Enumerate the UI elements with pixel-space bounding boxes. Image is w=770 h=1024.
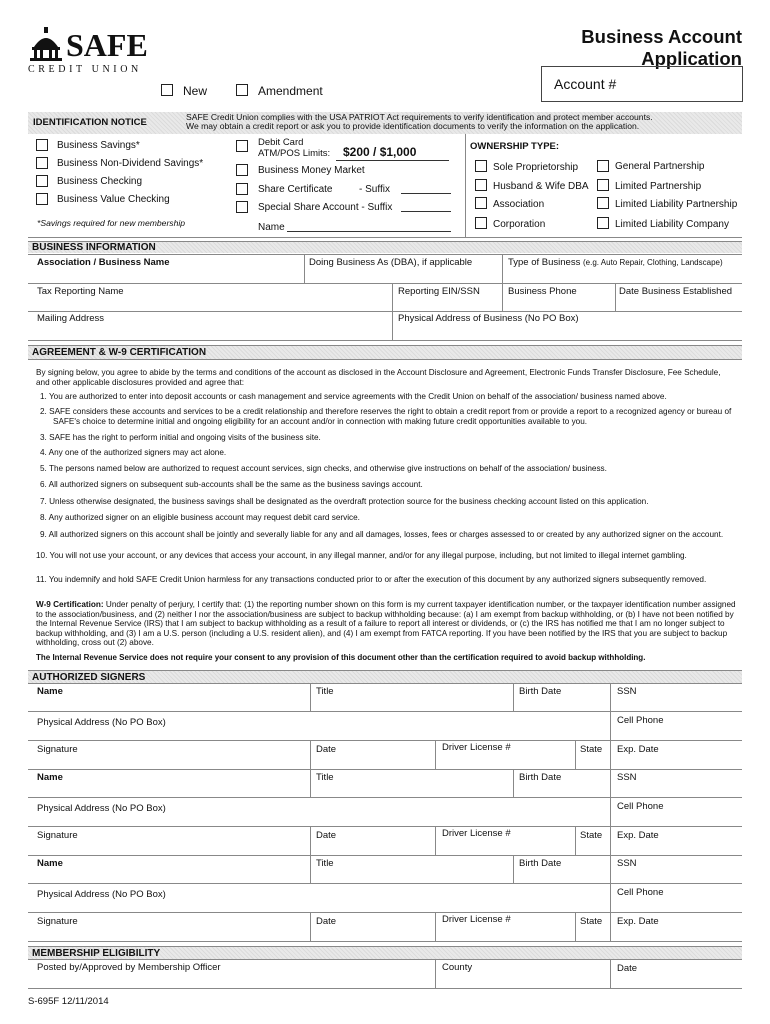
association-checkbox[interactable]	[475, 197, 487, 209]
account-number-box[interactable]	[541, 66, 743, 102]
atm-pos-label: ATM/POS Limits:	[258, 148, 331, 159]
established-label: Date Business Established	[619, 286, 733, 297]
limited-partnership-label: Limited Partnership	[615, 181, 702, 192]
form-footer: S-695F 12/11/2014	[28, 996, 109, 1007]
ein-label: Reporting EIN/SSN	[398, 286, 480, 297]
money-market-label: Business Money Market	[258, 165, 365, 176]
signer-1-signature-label: Signature	[37, 744, 78, 755]
amendment-checkbox[interactable]	[236, 84, 248, 96]
signer-3-address-label: Physical Address (No PO Box)	[37, 889, 166, 900]
signer-3-exp-label: Exp. Date	[617, 916, 659, 927]
agreement-item-4: 4. Any one of the authorized signers may act alone.	[40, 448, 227, 457]
agreement-intro: By signing below, you agree to abide by the terms and conditions of the account as disclosed in the Account Disclosure and Agreement, Electronic Funds Transfer Disclosure, Fee Schedule, and other applicable disclosures provided and agree that:	[36, 368, 721, 387]
agreement-item-2: 2. SAFE considers these accounts and services to be a credit relationship and therefore reserves the right to obtain a credit report from or provide a report to a recognized agency or bureau of SAFE's choice to determine initial and ongoing eligibility for an account and/or in connection with making future credit opportunities available to you.	[40, 407, 732, 426]
signer-1-ssn-label: SSN	[617, 686, 637, 697]
signer-3-birth-label: Birth Date	[519, 858, 562, 869]
business-savings-checkbox[interactable]	[36, 139, 48, 151]
signer-2-exp-label: Exp. Date	[617, 830, 659, 841]
corporation-checkbox[interactable]	[475, 217, 487, 229]
type-label: Type of Business (e.g. Auto Repair, Clothing, Landscape)	[508, 257, 723, 268]
logo	[28, 27, 148, 77]
limited-partnership-checkbox[interactable]	[597, 179, 609, 191]
signer-1-state-label: State	[580, 744, 603, 755]
mailing-label: Mailing Address	[37, 313, 105, 324]
signer-2-name-label: Name	[37, 772, 63, 783]
share-cert-suffix-field[interactable]	[401, 193, 451, 194]
share-certificate-label: Share Certificate	[258, 184, 333, 195]
special-share-suffix-field[interactable]	[401, 211, 451, 212]
husband-wife-checkbox[interactable]	[475, 179, 487, 191]
business-savings-label: Business Savings*	[57, 140, 140, 151]
llc-label: Limited Liability Company	[615, 219, 729, 230]
irs-note: The Internal Revenue Service does not require your consent to any provision of this document other than the certification required to avoid backup withholding.	[36, 653, 646, 662]
agreement-item-6: 6. All authorized signers on subsequent sub-accounts shall be the same as the business savings account.	[40, 480, 423, 489]
business-phone-label: Business Phone	[508, 286, 577, 297]
logo-sub: CREDIT UNION	[28, 64, 142, 75]
sole-prop-label: Sole Proprietorship	[493, 162, 579, 173]
page-title: Business Account Application	[581, 26, 742, 69]
signer-3-signature-label: Signature	[37, 916, 78, 927]
signer-3-ssn-label: SSN	[617, 858, 637, 869]
id-notice-text: SAFE Credit Union complies with the USA PATRIOT Act requirements to verify identification and protect member accounts. We may obtain a credit report or ask you to provide identification documents to verify the information on the application.	[186, 112, 653, 132]
logo-brand: SAFE	[66, 27, 148, 63]
assoc-name-label: Association / Business Name	[37, 257, 170, 268]
special-share-label: Special Share Account - Suffix	[258, 202, 393, 213]
membership-officer-label: Posted by/Approved by Membership Officer	[37, 962, 221, 973]
signer-1-name-label: Name	[37, 686, 63, 697]
signer-3-name-label: Name	[37, 858, 63, 869]
agreement-item-11: 11. You indemnify and hold SAFE Credit Union harmless for any transactions conducted prior to or after the execution of this document by any authorized signers subsequently removed.	[36, 575, 707, 584]
signer-2-birth-label: Birth Date	[519, 772, 562, 783]
signer-1-date-label: Date	[316, 744, 337, 755]
new-label: New	[183, 84, 208, 98]
signer-1-birth-label: Birth Date	[519, 686, 562, 697]
county-label: County	[442, 962, 473, 973]
llc-checkbox[interactable]	[597, 217, 609, 229]
debit-card-checkbox[interactable]	[236, 140, 248, 152]
agreement-item-8: 8. Any authorized signer on an eligible business account may request debit card service.	[40, 513, 360, 522]
ownership-type-label: OWNERSHIP TYPE:	[470, 141, 560, 152]
business-info-header: BUSINESS INFORMATION	[28, 241, 742, 253]
signer-3-date-label: Date	[316, 916, 337, 927]
husband-wife-label: Husband & Wife DBA	[493, 181, 589, 192]
signer-2-dl-label: Driver License #	[442, 828, 511, 839]
savings-note: *Savings required for new membership	[37, 218, 186, 228]
amendment-label: Amendment	[258, 84, 323, 98]
atm-pos-limits: $200 / $1,000	[343, 145, 417, 159]
signer-3-dl-label: Driver License #	[442, 914, 511, 925]
general-partnership-label: General Partnership	[615, 161, 705, 172]
membership-header: MEMBERSHIP ELIGIBILITY	[28, 946, 742, 959]
signer-2-signature-label: Signature	[37, 830, 78, 841]
money-market-checkbox[interactable]	[236, 164, 248, 176]
signer-2-ssn-label: SSN	[617, 772, 637, 783]
share-cert-suffix-label: - Suffix	[359, 184, 390, 195]
llp-label: Limited Liability Partnership	[615, 199, 738, 210]
non-dividend-checkbox[interactable]	[36, 157, 48, 169]
agreement-item-5: 5. The persons named below are authorized to request account services, sign checks, and otherwise give instructions on behalf of the association/ business.	[40, 464, 607, 473]
name-field[interactable]	[287, 231, 451, 232]
signer-1-cell-label: Cell Phone	[617, 715, 664, 726]
share-certificate-checkbox[interactable]	[236, 183, 248, 195]
signer-2-title-label: Title	[316, 772, 334, 783]
name-label: Name	[258, 222, 285, 233]
signer-1-address-label: Physical Address (No PO Box)	[37, 717, 166, 728]
business-checking-checkbox[interactable]	[36, 175, 48, 187]
signer-3-title-label: Title	[316, 858, 334, 869]
value-checking-label: Business Value Checking	[57, 194, 170, 205]
signer-2-date-label: Date	[316, 830, 337, 841]
agreement-item-9: 9. All authorized signers on this account shall be jointly and severally liable for any and all damages, losses, fees or charges assessed to or created by any authorized signer on the account.	[40, 530, 724, 539]
membership-date-label: Date	[617, 963, 638, 974]
signer-3-state-label: State	[580, 916, 603, 927]
signer-1-title-label: Title	[316, 686, 334, 697]
association-label: Association	[493, 199, 545, 210]
authorized-signers-header: AUTHORIZED SIGNERS	[28, 670, 742, 683]
general-partnership-checkbox[interactable]	[597, 160, 609, 172]
signer-2-cell-label: Cell Phone	[617, 801, 664, 812]
corporation-label: Corporation	[493, 219, 546, 230]
tax-name-label: Tax Reporting Name	[37, 286, 124, 297]
physical-label: Physical Address of Business (No PO Box)	[398, 313, 579, 324]
debit-card-label: Debit Card	[258, 137, 304, 148]
signer-2-state-label: State	[580, 830, 603, 841]
signer-1-exp-label: Exp. Date	[617, 744, 659, 755]
llp-checkbox[interactable]	[597, 197, 609, 209]
agreement-header: AGREEMENT & W-9 CERTIFICATION	[28, 345, 742, 359]
agreement-item-3: 3. SAFE has the right to perform initial and ongoing visits of the business site.	[40, 433, 321, 442]
dba-label: Doing Business As (DBA), if applicable	[309, 257, 473, 268]
agreement-item-10: 10. You will not use your account, or any devices that access your account, in any illegal manner, and/or for any illegal purpose, including, but not limited to illegal internet gambling.	[36, 551, 687, 560]
agreement-item-7: 7. Unless otherwise designated, the business savings shall be designated as the overdraft protection source for the business checking account listed on this application.	[40, 497, 649, 506]
dome-icon	[28, 27, 64, 61]
agreement-item-1: 1. You are authorized to enter into deposit accounts or cash management and service agreements with the Credit Union on behalf of the association/ business named above.	[40, 392, 667, 401]
id-notice-label: IDENTIFICATION NOTICE	[33, 117, 147, 128]
sole-prop-checkbox[interactable]	[475, 160, 487, 172]
business-checking-label: Business Checking	[57, 176, 143, 187]
signer-2-address-label: Physical Address (No PO Box)	[37, 803, 166, 814]
new-checkbox[interactable]	[161, 84, 173, 96]
signer-1-dl-label: Driver License #	[442, 742, 511, 753]
non-dividend-label: Business Non-Dividend Savings*	[57, 158, 204, 169]
signer-3-cell-label: Cell Phone	[617, 887, 664, 898]
account-number-label: Account #	[554, 76, 617, 92]
special-share-checkbox[interactable]	[236, 201, 248, 213]
value-checking-checkbox[interactable]	[36, 193, 48, 205]
w9-certification: W-9 Certification: Under penalty of perjury, I certify that: (1) the reporting number shown on this form is my current taxpayer identification number, or the taxpayer identification number assigned to the association/business, and (2) neither I nor the association/business are subject to backup withholding because: (a) I am exempt from backup withholding, or (b) I have not been notified by the Internal Revenue Service (IRS) that I am subject to backup withholding as a result of a failure to report all interest or dividends, or (c) the IRS has notified me that I am no longer subject to backup withholding, and (3) I am a U.S. person (including a U.S. resident alien), and (4) I am exempt from FATCA reporting. If you have been notified by the IRS that you are subject to backup withholding, cross out (2) above.	[36, 600, 736, 648]
